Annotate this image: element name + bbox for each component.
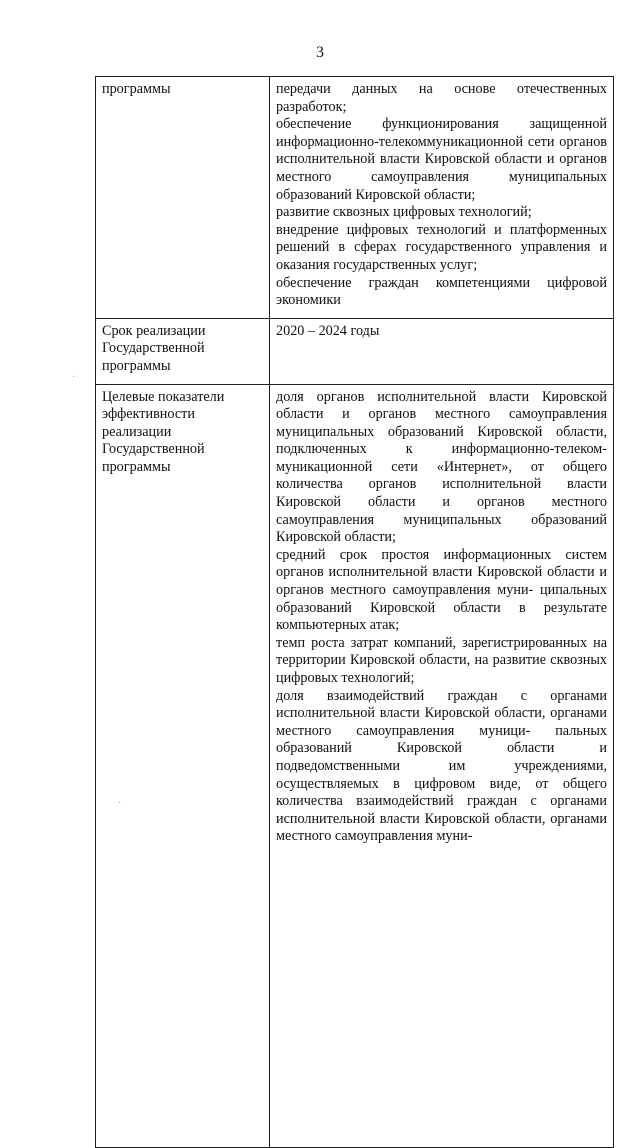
row-label-line: Срок реализации — [102, 322, 206, 339]
row-content-cell — [270, 318, 614, 384]
scan-speck: · — [118, 798, 122, 809]
content-paragraph: внедрение цифровых технологий и платформенных решений в сферах государственного управления и оказания государственных услуг; — [276, 221, 607, 273]
row-label-line: реализации — [102, 423, 172, 440]
row-label-cell — [96, 384, 270, 1147]
content-paragraph: доля взаимодействий граждан с органами исполнительной власти Кировской области, органами местного самоуправления муници- пальных образований Кировской области и подведомственными им учреждениями, осуществляемых в цифровом виде, от общего количества взаимодействий граждан с органами исполнительной власти Кировской области, органами местного самоуправления муни- — [276, 687, 607, 845]
content-paragraph: темп роста затрат компаний, зарегистрированных на территории Кировской области, на развитие сквозных цифровых технологий; — [276, 634, 607, 686]
content-paragraph: средний срок простоя информационных систем органов исполнительной власти Кировской области и органов местного самоуправления муни- ципальных образований Кировской области в результате компьютерных атак; — [276, 546, 607, 634]
program-passport-table — [95, 76, 614, 1148]
content-paragraph: 2020 – 2024 годы — [276, 322, 380, 339]
table-row-program-tasks — [96, 77, 614, 319]
row-label-line: Государственной — [102, 340, 205, 357]
content-paragraph: обеспечение функционирования защищенной информационно-телекоммуникационной сети органов исполнительной власти Кировской области и органов местного самоуправления муниципальных образований Кировской области; — [276, 116, 607, 203]
content-paragraph: развитие сквозных цифровых технологий; — [276, 204, 532, 221]
page-number: 3 — [316, 44, 324, 61]
row-label-cell — [96, 318, 270, 384]
table-row-implementation-period — [96, 318, 614, 384]
content-paragraph: передачи данных на основе отечественных разработок; — [276, 81, 607, 115]
row-label-line: эффективности — [102, 406, 195, 423]
table-row-target-indicators — [96, 384, 614, 1147]
row-label-line: программы — [102, 81, 171, 97]
row-label-line: программы — [102, 357, 171, 374]
row-label-line: Государственной — [102, 441, 205, 458]
content-paragraph: обеспечение граждан компетенциями цифровой экономики — [276, 274, 607, 309]
scan-speck: · — [72, 372, 76, 383]
row-content-cell — [270, 384, 614, 1147]
row-label-cell — [96, 77, 270, 319]
row-label-line: Целевые показатели — [102, 388, 225, 405]
content-paragraph: доля органов исполнительной власти Кировской области и органов местного самоуправления муниципальных образований Кировской области, подключенных к информационно-телеком- муникационной сети «Интернет», от общего количества органов исполнительной власти Кировской области и органов местного самоуправления муниципальных образований Кировской области; — [276, 388, 607, 546]
row-content-cell — [270, 77, 614, 319]
row-label-line: программы — [102, 458, 171, 475]
